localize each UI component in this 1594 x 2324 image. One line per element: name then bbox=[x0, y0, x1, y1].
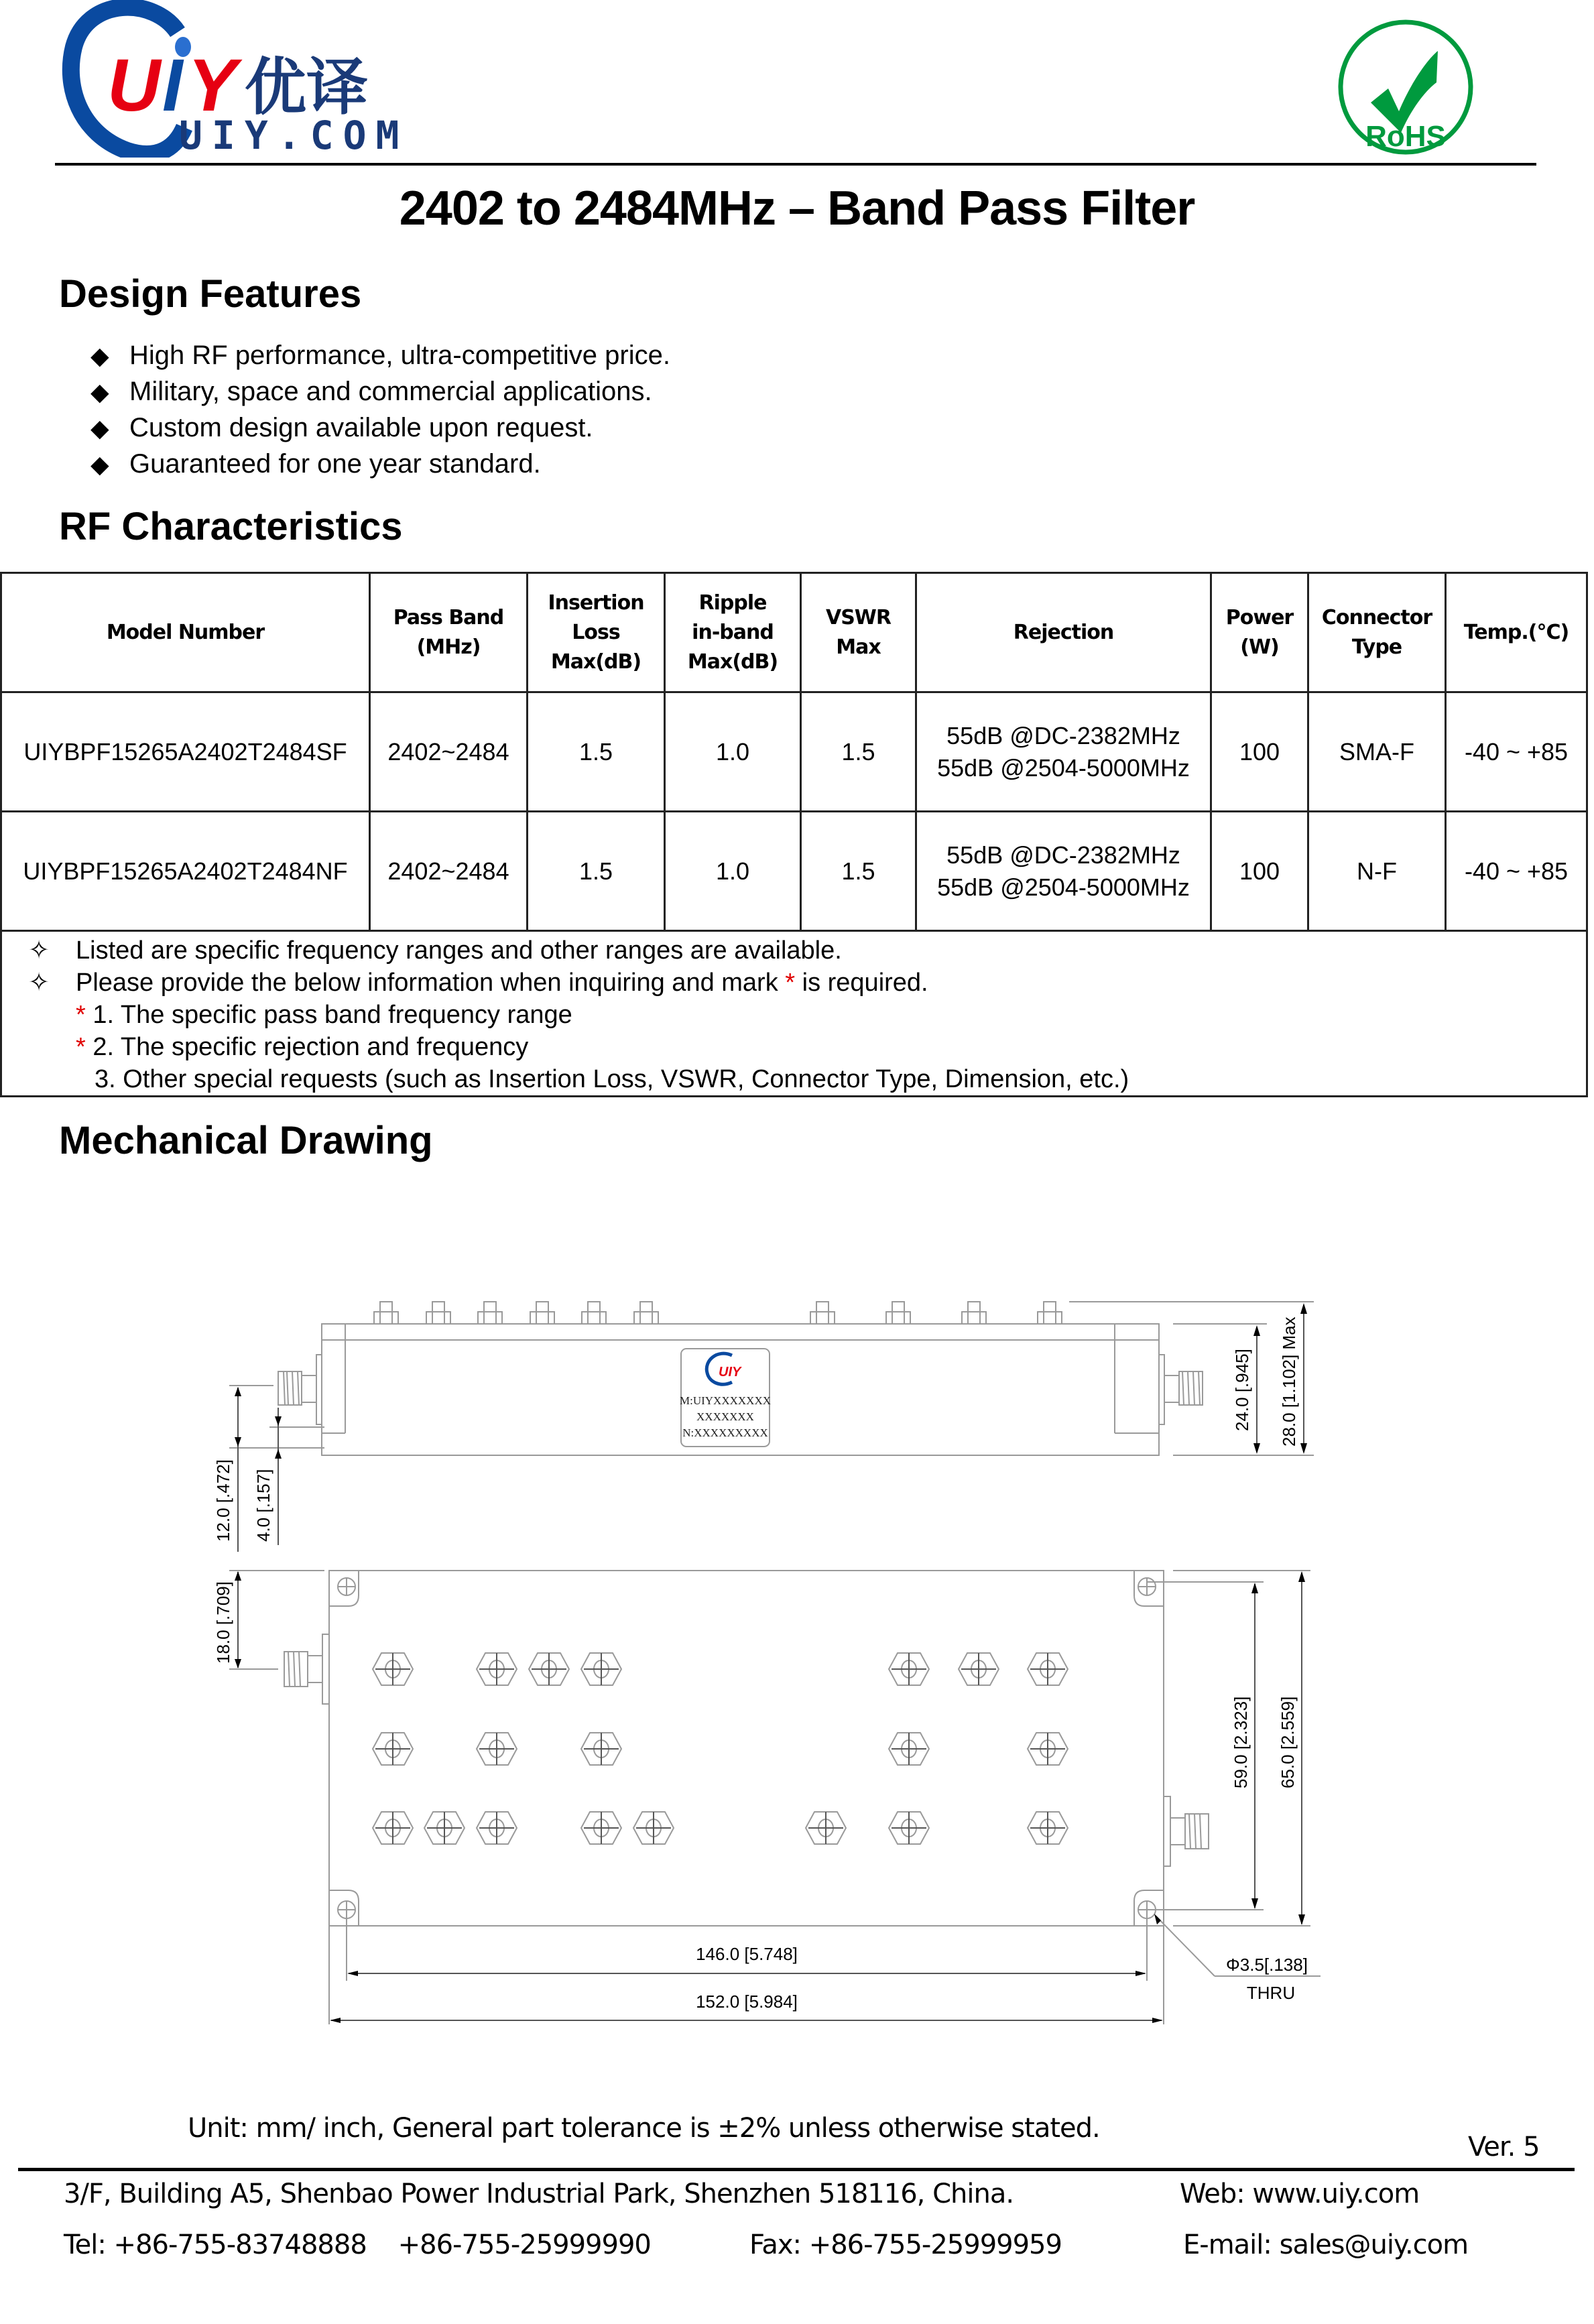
bottom-view bbox=[213, 1571, 1321, 2024]
company-logo bbox=[40, 0, 469, 158]
feature-item: ◆ High RF performance, ultra-competitive price. bbox=[90, 341, 670, 370]
feature-item: ◆ Military, space and commercial applications. bbox=[90, 377, 652, 406]
cell-rejection: 55dB @DC-2382MHz 55dB @2504-5000MHz bbox=[916, 812, 1211, 931]
version-label: Ver. 5 bbox=[1468, 2132, 1540, 2162]
col-temp: Temp.(°C) bbox=[1446, 573, 1587, 692]
required-asterisk: * bbox=[76, 1033, 86, 1061]
cell-insertion-loss: 1.5 bbox=[528, 692, 665, 812]
note-line: ✧ Listed are specific frequency ranges and other ranges are available. bbox=[2, 934, 1586, 967]
requirement-item: 3. Other special requests (such as Insertion Loss, VSWR, Connector Type, Dimension, etc.) bbox=[95, 1065, 1129, 1093]
svg-text:4.0 [.157]: 4.0 [.157] bbox=[253, 1469, 273, 1542]
svg-text:18.0 [.709]: 18.0 [.709] bbox=[213, 1581, 233, 1664]
svg-text:THRU: THRU bbox=[1246, 1983, 1296, 2003]
svg-text:Y: Y bbox=[188, 44, 237, 127]
col-ripple: Ripple in-band Max(dB) bbox=[665, 573, 801, 692]
mechanical-drawing-heading: Mechanical Drawing bbox=[59, 1119, 433, 1162]
sma-connector-left bbox=[278, 1355, 322, 1424]
page-title: 2402 to 2484MHz – Band Pass Filter bbox=[399, 182, 1195, 235]
svg-text:I: I bbox=[162, 44, 183, 127]
svg-text:XXXXXXX: XXXXXXX bbox=[696, 1410, 754, 1423]
col-connector: Connector Type bbox=[1308, 573, 1446, 692]
requirement-item: * 2. The specific rejection and frequency bbox=[2, 1031, 1586, 1063]
unit-tolerance-note: Unit: mm/ inch, General part tolerance is ±2% unless otherwise stated. bbox=[188, 2113, 1100, 2144]
required-asterisk: * bbox=[785, 969, 796, 997]
company-address: 3/F, Building A5, Shenbao Power Industrial Park, Shenzhen 518116, China. bbox=[64, 2179, 1014, 2209]
table-row bbox=[1, 812, 1587, 931]
logo-letters: U bbox=[107, 44, 161, 127]
svg-text:N:XXXXXXXXX: N:XXXXXXXXX bbox=[682, 1426, 768, 1439]
company-website: Web: www.uiy.com bbox=[1180, 2179, 1420, 2209]
cell-vswr: 1.5 bbox=[801, 692, 916, 812]
svg-text:152.0 [5.984]: 152.0 [5.984] bbox=[696, 1992, 798, 2012]
cell-insertion-loss: 1.5 bbox=[528, 812, 665, 931]
cell-ripple: 1.0 bbox=[665, 812, 801, 931]
company-email: E-mail: sales@uiy.com bbox=[1183, 2229, 1469, 2260]
feature-item: ◆ Guaranteed for one year standard. bbox=[90, 449, 541, 479]
col-model-number: Model Number bbox=[1, 573, 370, 692]
cell-pass-band: 2402~2484 bbox=[370, 812, 528, 931]
svg-text:12.0 [.472]: 12.0 [.472] bbox=[213, 1459, 233, 1542]
note-line: ✧ Please provide the below information when inquiring and mark * is required. bbox=[2, 967, 1586, 999]
company-fax: Fax: +86-755-25999959 bbox=[749, 2229, 1062, 2260]
company-phone: Tel: +86-755-83748888 +86-755-25999990 bbox=[64, 2229, 651, 2260]
requirement-item: * 1. The specific pass band frequency range bbox=[2, 999, 1586, 1031]
svg-text:UIY.COM: UIY.COM bbox=[179, 113, 409, 158]
svg-text:59.0 [2.323]: 59.0 [2.323] bbox=[1231, 1696, 1251, 1788]
svg-text:65.0 [2.559]: 65.0 [2.559] bbox=[1278, 1696, 1298, 1788]
cell-connector: N-F bbox=[1308, 812, 1446, 931]
cell-vswr: 1.5 bbox=[801, 812, 916, 931]
svg-text:28.0 [1.102] Max: 28.0 [1.102] Max bbox=[1279, 1317, 1299, 1447]
cell-power: 100 bbox=[1211, 812, 1308, 931]
rohs-badge bbox=[1337, 19, 1475, 156]
diamond-bullet-icon: ◆ bbox=[90, 414, 109, 442]
diamond-bullet-icon: ◆ bbox=[90, 450, 109, 478]
label-plate bbox=[680, 1349, 771, 1447]
col-pass-band: Pass Band (MHz) bbox=[370, 573, 528, 692]
cell-power: 100 bbox=[1211, 692, 1308, 812]
col-insertion-loss: Insertion Loss Max(dB) bbox=[528, 573, 665, 692]
svg-text:Φ3.5[.138]: Φ3.5[.138] bbox=[1226, 1955, 1308, 1975]
sma-connector-right bbox=[1159, 1355, 1203, 1424]
svg-text:24.0 [.945]: 24.0 [.945] bbox=[1232, 1349, 1252, 1431]
cell-model: UIYBPF15265A2402T2484NF bbox=[1, 812, 370, 931]
diamond-bullet-icon: ◆ bbox=[90, 341, 109, 369]
side-view bbox=[213, 1302, 1314, 1552]
svg-text:RoHS: RoHS bbox=[1365, 120, 1446, 153]
col-rejection: Rejection bbox=[916, 573, 1211, 692]
footer-rule bbox=[18, 2168, 1575, 2171]
col-vswr: VSWR Max bbox=[801, 573, 916, 692]
svg-text:UIY: UIY bbox=[719, 1365, 741, 1380]
mechanical-drawing bbox=[0, 1274, 1594, 2044]
feature-item: ◆ Custom design available upon request. bbox=[90, 413, 593, 442]
rf-characteristics-table bbox=[0, 572, 1588, 1097]
notes-cell bbox=[1, 931, 1587, 1097]
svg-text:M:UIYXXXXXXX: M:UIYXXXXXXX bbox=[680, 1394, 771, 1407]
cell-ripple: 1.0 bbox=[665, 692, 801, 812]
table-notes-row bbox=[1, 931, 1587, 1097]
required-asterisk: * bbox=[76, 1001, 86, 1029]
four-point-star-icon: ✧ bbox=[28, 936, 50, 965]
cell-temp: -40 ~ +85 bbox=[1446, 692, 1587, 812]
cell-pass-band: 2402~2484 bbox=[370, 692, 528, 812]
cell-temp: -40 ~ +85 bbox=[1446, 812, 1587, 931]
cell-rejection: 55dB @DC-2382MHz 55dB @2504-5000MHz bbox=[916, 692, 1211, 812]
col-power: Power (W) bbox=[1211, 573, 1308, 692]
header-rule bbox=[55, 163, 1536, 166]
table-row bbox=[1, 692, 1587, 812]
four-point-star-icon: ✧ bbox=[28, 969, 50, 997]
table-header-row bbox=[1, 573, 1587, 692]
diamond-bullet-icon: ◆ bbox=[90, 377, 109, 406]
svg-text:优译: 优译 bbox=[245, 52, 369, 123]
cell-model: UIYBPF15265A2402T2484SF bbox=[1, 692, 370, 812]
svg-text:146.0 [5.748]: 146.0 [5.748] bbox=[696, 1944, 798, 1964]
cell-connector: SMA-F bbox=[1308, 692, 1446, 812]
rf-characteristics-heading: RF Characteristics bbox=[59, 505, 403, 548]
design-features-heading: Design Features bbox=[59, 272, 362, 316]
